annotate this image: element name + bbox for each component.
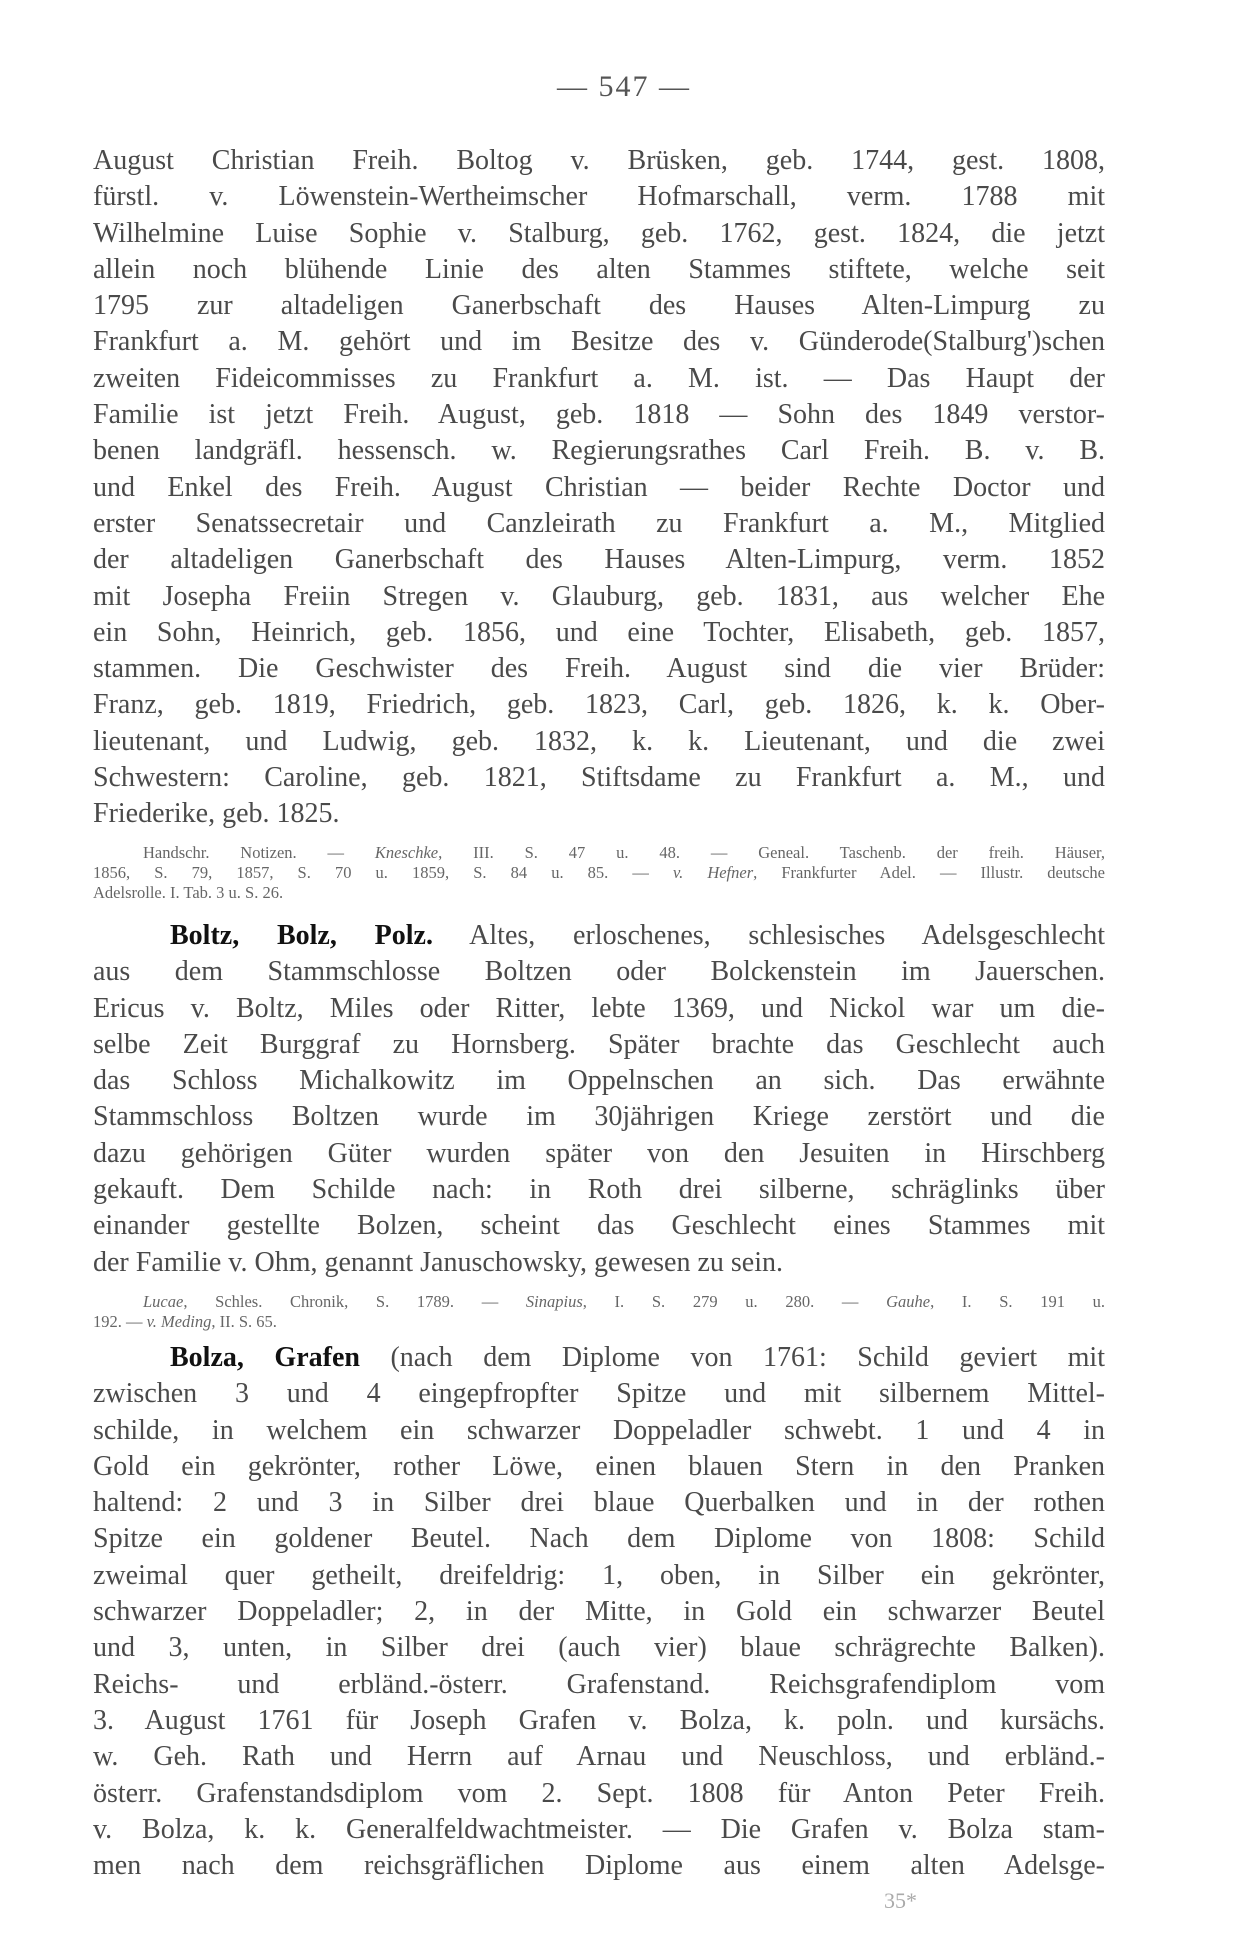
entry-heading: Boltz, Bolz, Polz. [170,920,433,951]
text-line [93,1812,1105,1848]
text-segment: der Familie v. Ohm, genannt Januschowsky, gewesen zu sein. [93,1246,783,1278]
paragraph-boltog-family [93,143,1105,833]
text-line [93,1099,1105,1135]
text-segment: Altes, erloschenes, schlesisches Adelsgeschlecht [432,920,1105,951]
entry-bolza [93,1340,1105,1884]
footnote-text: , I. S. 191 u. [930,1292,1105,1311]
text-line [93,991,1105,1027]
text-segment: zwischen 3 und 4 eingepfropfter Spitze und mit silbernem Mittel- [93,1378,1105,1410]
footnote-text: Handschr. Notizen. — [143,843,375,862]
cited-author: Kneschke [374,843,439,862]
text-line [93,1340,1105,1376]
text-segment: (nach dem Diplome von 1761: Schild geviert mit [359,1342,1105,1373]
footnote-text: , III. S. 47 u. 48. — Geneal. Taschenb. der freih. Häuser, [438,843,1105,862]
cited-author: Lucae [143,1292,184,1311]
text-line: Friederike, geb. 1825. [93,798,340,830]
text-line: Franz, geb. 1819, Friedrich, geb. 1823, Carl, geb. 1826, k. k. Ober- [93,689,1105,721]
footnote-line [93,1292,1105,1312]
text-line [93,1449,1105,1485]
text-line: Familie ist jetzt Freih. August, geb. 1818 — Sohn des 1849 verstor- [93,399,1105,431]
footnote-sources-boltz [93,1292,1105,1332]
footnote-text: , I. S. 279 u. 280. — [582,1292,887,1311]
text-line: ein Sohn, Heinrich, geb. 1856, und eine Tochter, Elisabeth, geb. 1857, [93,616,1105,648]
text-line [93,1848,1105,1884]
text-line [93,1027,1105,1063]
page-number: — 547 — [557,70,691,103]
text-segment: zweimal quer getheilt, dreifeldrig: 1, oben, in Silber ein gekrönter, [93,1559,1105,1591]
text-line [93,1558,1105,1594]
text-line [93,1376,1105,1412]
text-line [93,1172,1105,1208]
text-line [93,1063,1105,1099]
footnote-text: 192. — [93,1312,147,1331]
text-segment: einander gestellte Bolzen, scheint das Geschlecht eines Stammes mit [93,1210,1105,1242]
text-line [93,918,1105,954]
footnote-text: , Frankfurter Adel. — Illustr. deutsche [753,863,1105,882]
footnote-line [93,1312,1105,1332]
text-line: der altadeligen Ganerbschaft des Hauses Alten-Limpurg, verm. 1852 [93,544,1105,576]
text-segment: das Schloss Michalkowitz im Oppelnschen an sich. Das erwähnte [93,1065,1105,1097]
text-line: Frankfurt a. M. gehört und im Besitze des v. Günderode(Stalburg')schen [93,326,1105,358]
text-line [93,954,1105,990]
text-line [93,1594,1105,1630]
footnote-text: , II. S. 65. [211,1312,277,1331]
footnote-text: 1856, S. 79, 1857, S. 70 u. 1859, S. 84 u. 85. — [93,863,673,882]
text-line: Schwestern: Caroline, geb. 1821, Stiftsdame zu Frankfurt a. M., und [93,762,1105,794]
text-segment: w. Geh. Rath und Herrn auf Arnau und Neuschloss, und erbländ.- [93,1741,1105,1773]
text-segment: 3. August 1761 für Joseph Grafen v. Bolza, k. poln. und kursächs. [93,1704,1105,1736]
text-segment: Spitze ein goldener Beutel. Nach dem Diplome von 1808: Schild [93,1523,1105,1555]
footnote-sources-boltog [93,843,1105,903]
text-segment: Ericus v. Boltz, Miles oder Ritter, lebte 1369, und Nickol war um die- [93,992,1105,1024]
text-segment: schwarzer Doppeladler; 2, in der Mitte, in Gold ein schwarzer Beutel [93,1596,1105,1628]
footnote-line [93,843,1105,863]
text-line: und Enkel des Freih. August Christian — beider Rechte Doctor und [93,471,1105,503]
text-segment: selbe Zeit Burggraf zu Hornsberg. Später brachte das Geschlecht auch [93,1028,1105,1060]
text-line: erster Senatssecretair und Canzleirath zu Frankfurt a. M., Mitglied [93,507,1105,539]
cited-author: v. Hefner [673,863,754,882]
text-segment: men nach dem reichsgräflichen Diplome aus einem alten Adelsge- [93,1850,1105,1882]
footnote-text: Adelsrolle. I. Tab. 3 u. S. 26. [93,883,284,902]
text-segment: dazu gehörigen Güter wurden später von den Jesuiten in Hirschberg [93,1137,1105,1169]
text-line [93,1208,1105,1244]
entry-heading: Bolza, Grafen [170,1342,360,1373]
text-line: allein noch blühende Linie des alten Stammes stiftete, welche seit [93,253,1105,285]
footnote-line [93,863,1105,883]
text-line [93,1776,1105,1812]
text-segment: aus dem Stammschlosse Boltzen oder Bolckenstein im Jauerschen. [93,956,1105,988]
text-segment: Reichs- und erbländ.-österr. Grafenstand. Reichsgrafendiplom vom [93,1668,1105,1700]
text-line: mit Josepha Freiin Stregen v. Glauburg, geb. 1831, aus welcher Ehe [93,580,1105,612]
text-line: stammen. Die Geschwister des Freih. August sind die vier Brüder: [93,653,1105,685]
cited-author: Gauhe [886,1292,931,1311]
text-line: Wilhelmine Luise Sophie v. Stalburg, geb. 1762, gest. 1824, die jetzt [93,217,1105,249]
text-line: August Christian Freih. Boltog v. Brüsken, geb. 1744, gest. 1808, [93,145,1105,176]
text-segment: und 3, unten, in Silber drei (auch vier) blaue schrägrechte Balken). [93,1632,1105,1664]
text-line [93,1667,1105,1703]
text-segment: Stammschloss Boltzen wurde im 30jährigen Kriege zerstört und die [93,1101,1105,1133]
text-line [93,1245,1105,1281]
text-line [93,1521,1105,1557]
text-line [93,1413,1105,1449]
signature-mark: 35* [884,1888,917,1913]
text-segment: gekauft. Dem Schilde nach: in Roth drei silberne, schräglinks über [93,1174,1105,1206]
text-segment: Gold ein gekrönter, rother Löwe, einen blauen Stern in den Pranken [93,1450,1105,1482]
text-segment: österr. Grafenstandsdiplom vom 2. Sept. 1808 für Anton Peter Freih. [93,1777,1105,1809]
footnote-text: , Schles. Chronik, S. 1789. — [183,1292,526,1311]
footnote-line [93,883,1105,903]
entry-boltz [93,918,1105,1281]
text-segment: v. Bolza, k. k. Generalfeldwachtmeister. — Die Grafen v. Bolza stam- [93,1813,1105,1845]
text-line [93,1136,1105,1172]
text-line [93,1703,1105,1739]
text-segment: haltend: 2 und 3 in Silber drei blaue Querbalken und in der rothen [93,1487,1105,1519]
text-line: lieutenant, und Ludwig, geb. 1832, k. k. Lieutenant, und die zwei [93,725,1105,757]
text-line: fürstl. v. Löwenstein-Wertheimscher Hofmarschall, verm. 1788 mit [93,181,1105,213]
text-line: zweiten Fideicommisses zu Frankfurt a. M. ist. — Das Haupt der [93,362,1105,394]
text-line [93,1630,1105,1666]
text-line [93,1485,1105,1521]
text-line: benen landgräfl. hessensch. w. Regierungsrathes Carl Freih. B. v. B. [93,435,1105,467]
text-line: 1795 zur altadeligen Ganerbschaft des Hauses Alten-Limpurg zu [93,290,1105,322]
text-segment: schilde, in welchem ein schwarzer Doppeladler schwebt. 1 und 4 in [93,1414,1105,1446]
cited-author: v. Meding [146,1312,212,1331]
text-line [93,1739,1105,1775]
cited-author: Sinapius [525,1292,583,1311]
